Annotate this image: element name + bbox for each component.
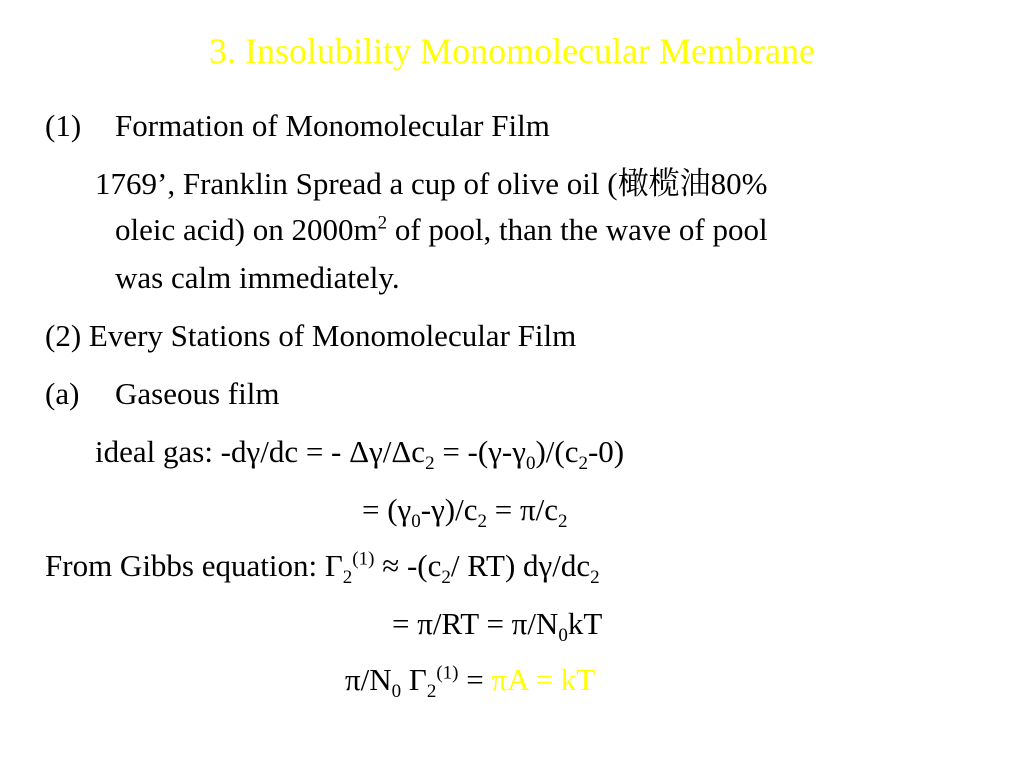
superscript-2: 2: [377, 212, 388, 234]
eq-part: π/N: [345, 662, 392, 697]
superscript: (1): [436, 662, 459, 684]
item-1-number: (1): [45, 108, 82, 143]
eq-part: Γ: [401, 662, 427, 697]
subscript: 2: [342, 567, 353, 589]
highlighted-result: πA = kT: [491, 662, 596, 697]
subscript: 2: [558, 511, 568, 533]
eq-part: = π/c: [486, 492, 558, 527]
equation-ideal-gas: [95, 434, 625, 475]
eq-part: = (γ: [362, 492, 412, 527]
eq-part: From Gibbs equation: Γ: [45, 548, 343, 583]
item-1-text: Formation of Monomolecular Film: [115, 108, 550, 143]
equation-gibbs: [45, 548, 600, 589]
eq-part: / RT) dγ/dc: [450, 548, 591, 583]
eq-part: = -(γ-γ: [434, 434, 526, 469]
eq-part: = π/RT = π/N: [392, 606, 559, 641]
subscript: 2: [578, 453, 588, 475]
eq-part: ≈ -(c: [374, 548, 442, 583]
slide-title: 3. Insolubility Monomolecular Membrane: [209, 31, 815, 71]
paragraph-line-2-end: of pool, than the wave of pool: [387, 212, 768, 247]
equation-rt: [392, 606, 603, 647]
subscript: 2: [441, 567, 451, 589]
item-1: [45, 110, 550, 141]
eq-part: ideal gas: -dγ/dc = - Δγ/Δc: [95, 434, 426, 469]
paragraph-line-2-start: oleic acid) on 2000m: [115, 212, 378, 247]
eq-part: -0): [587, 434, 625, 469]
paragraph-line-3: was calm immediately.: [115, 260, 400, 295]
item-a-text: Gaseous film: [115, 376, 280, 411]
subscript: 0: [411, 511, 421, 533]
subscript: 2: [477, 511, 487, 533]
superscript: (1): [352, 548, 375, 570]
item-2: (2) Every Stations of Monomolecular Film: [45, 318, 577, 353]
equation-result: [345, 662, 596, 703]
item-a: [45, 378, 279, 409]
eq-part: =: [458, 662, 492, 697]
paragraph-line-1: 1769’, Franklin Spread a cup of olive oil (橄榄油80%: [95, 166, 768, 201]
eq-part: kT: [567, 606, 603, 641]
subscript: 0: [558, 625, 568, 647]
item-a-number: (a): [45, 376, 80, 411]
paragraph-line-2: [115, 214, 768, 245]
subscript: 2: [590, 567, 600, 589]
subscript: 2: [425, 453, 435, 475]
subscript: 0: [391, 681, 402, 703]
subscript: 0: [525, 453, 536, 475]
eq-part: )/(c: [535, 434, 579, 469]
eq-part: -γ)/c: [420, 492, 478, 527]
equation-pressure: [362, 492, 568, 533]
subscript: 2: [426, 681, 437, 703]
